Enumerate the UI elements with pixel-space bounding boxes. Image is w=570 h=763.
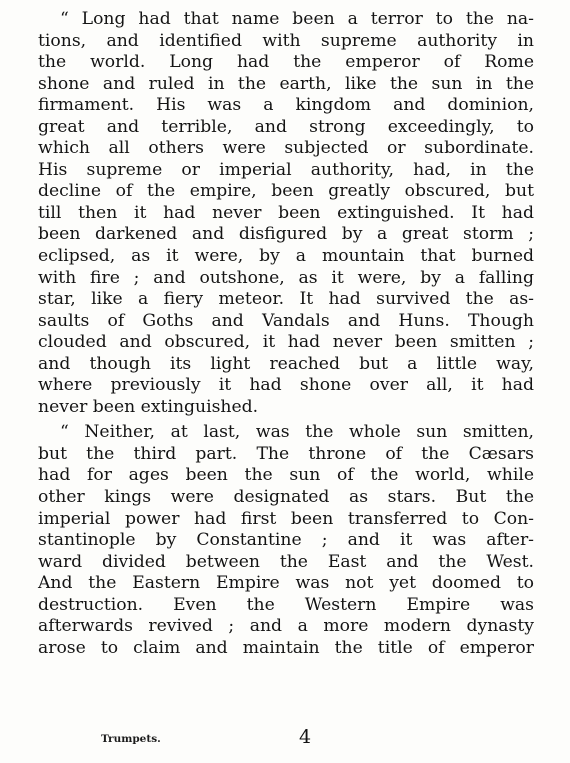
text-line: firmament. His was a kingdom and dominion, xyxy=(38,95,534,116)
text-line: star, like a fiery meteor. It had survived the as- xyxy=(38,289,534,310)
text-line: “ Neither, at last, was the whole sun smitten, xyxy=(60,422,534,443)
text-line: clouded and obscured, it had never been smitten ; xyxy=(38,332,534,353)
page-number: 4 xyxy=(299,726,312,748)
text-line: had for ages been the sun of the world, while xyxy=(38,465,534,486)
text-line: destruction. Even the Western Empire was xyxy=(38,594,534,615)
text-line: saults of Goths and Vandals and Huns. Though xyxy=(38,310,534,331)
text-line: tions, and identified with supreme authority in xyxy=(38,30,534,51)
text-line: other kings were designated as stars. But the xyxy=(38,487,534,508)
paragraph-1 xyxy=(38,9,534,418)
text-line: imperial power had first been transferred to Con- xyxy=(38,508,534,529)
text-line: “ Long had that name been a terror to the na- xyxy=(60,9,534,29)
text-line: the world. Long had the emperor of Rome xyxy=(38,52,534,73)
text-line: stantinople by Constantine ; and it was after- xyxy=(38,530,534,551)
text-line: His supreme or imperial authority, had, in the xyxy=(38,159,534,180)
body-text xyxy=(38,9,534,659)
text-line: never been extinguished. xyxy=(38,396,259,417)
text-line: where previously it had shone over all, it had xyxy=(38,375,534,396)
text-line: great and terrible, and strong exceedingly, to xyxy=(38,116,534,137)
text-line: with fire ; and outshone, as it were, by a falling xyxy=(38,267,534,288)
text-line: eclipsed, as it were, by a mountain that burned xyxy=(38,246,534,267)
paragraph-2 xyxy=(38,422,534,659)
signature-mark: Trumpets. xyxy=(101,733,161,745)
text-line: arose to claim and maintain the title of emperor xyxy=(38,637,534,658)
text-line: been darkened and disfigured by a great storm ; xyxy=(38,224,534,245)
text-line: decline of the empire, been greatly obscured, but xyxy=(38,181,534,202)
text-line: till then it had never been extinguished. It had xyxy=(38,202,534,223)
text-line: afterwards revived ; and a more modern dynasty xyxy=(38,616,534,637)
text-line: and though its light reached but a little way, xyxy=(38,353,534,374)
text-line: ward divided between the East and the West. xyxy=(38,551,534,572)
text-line: shone and ruled in the earth, like the sun in the xyxy=(38,73,534,94)
text-line: but the third part. The throne of the Cæsars xyxy=(38,443,534,464)
text-line: which all others were subjected or subordinate. xyxy=(38,138,534,159)
text-line: And the Eastern Empire was not yet doomed to xyxy=(38,573,534,594)
